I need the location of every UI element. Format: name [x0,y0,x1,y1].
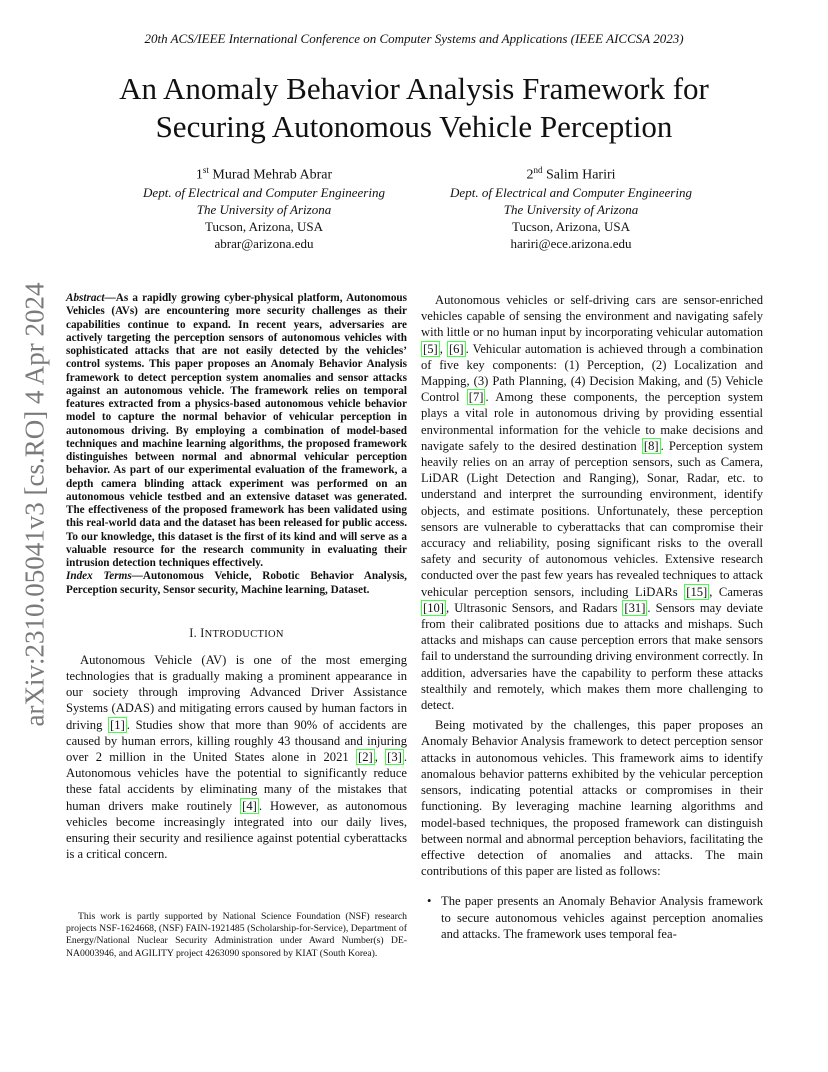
citation-link[interactable]: [1] [110,717,125,732]
citation-link[interactable]: [7] [468,390,484,405]
text-run: . Sensors may deviate from their calibrated positions due to attacks and mishaps. Such attacks and mishaps can cause perception errors that make sensors fail to understand the surrounding driving environment correctly. In addition, adversaries have the capability to perform these attacks stealthily and remotely, which makes them more challenging to detect. [421,600,763,713]
author-university: The University of Arizona [503,201,639,217]
intro-paragraph [66,652,407,863]
text-run: , [439,341,447,356]
abstract-label: Abstract [66,292,105,304]
author-university: The University of Arizona [196,201,332,217]
text-run: , Cameras [709,584,763,599]
text-run: , Ultrasonic Sensors, and Radars [445,600,623,615]
section-title-rest: NTRODUCTION [204,628,284,640]
body-paragraph-1 [421,292,763,713]
list-item [421,893,763,942]
text-run: . However, as autonomous vehicles become increasingly integrated into our daily lives, ensuring their security and resilience against potential cyberattacks is a critical concern. [66,798,407,862]
paper-title-line1: An Anomaly Behavior Analysis Framework for [119,71,709,106]
text-run: . Autonomous vehicles have the potential to significantly reduce these fatal accidents by eliminating many of the mistakes that human drivers make routinely [66,749,408,813]
citation-link[interactable]: [4] [242,798,257,813]
citation-link[interactable]: [2] [358,749,373,764]
paper-title-line2: Securing Autonomous Vehicle Perception [155,109,673,144]
section-heading-introduction [66,626,407,641]
author-name: Salim Hariri [545,167,616,183]
section-number: I. [189,625,201,640]
abstract-text: —As a rapidly growing cyber-physical platform, Autonomous Vehicles (AVs) are encountering more security challenges as their capabilities continue to expand. In recent years, adversaries are actively targeting the perception sensors of autonomous vehicles with sophisticated attacks that are not easily detected by the vehicles’ control systems. This paper proposes an Anomaly Behavior Analysis framework to detect perception system anomalies and sensor attacks against an autonomous vehicle. The framework relies on temporal features extracted from a physics-based autonomous vehicle behavior model to capture the normal behavior of vehicular perception in autonomous driving. By employing a combination of model-based techniques and machine learning algorithms, the proposed framework distinguishes between normal and abnormal vehicular perception behavior. As part of our experimental evaluation of the framework, a depth camera blinding attack experiment was performed on an autonomous vehicle testbed and an extensive dataset was generated. The effectiveness of the proposed framework has been validated using this real-world data and the dataset has been released for public access. To our knowledge, this dataset is the first of its kind and will serve as a valuable resource for the research community in evaluating their intrusion detection techniques effectively. [66,292,407,569]
text-run: . Perception system heavily relies on an array of perception sensors, such as Camera, LiDAR (Light Detection and Ranging), Sonar, Radar, etc. to understand and interpret the surrounding environment, identify objects, and estimate positions. Unfortunately, these perception sensors are vulnerable to cyberattacks that can compromise their accuracy and reliability, posing significant risks to the overall safety and security of autonomous vehicles. Extensive research conducted over the past few years has revealed techniques to attack vehicular perception sensors, including LiDARs [421,438,763,599]
text-run: Autonomous Vehicle (AV) is one of the most emerging technologies that is gradually making a prominent appearance in our society through improving Advanced Driver Assistance Systems (ADAS) and mitigating errors caused by human factors in driving [66,652,407,732]
author-ordinal-suffix: st [202,165,209,175]
text-run: , [374,749,386,764]
arxiv-identifier[interactable]: arXiv:2310.05041v3 [cs.RO] 4 Apr 2024 [19,282,50,727]
index-terms-text: —Autonomous Vehicle, Robotic Behavior Analysis, Perception security, Sensor security, Machine learning, Dataset. [66,570,407,596]
index-terms [66,570,407,597]
citation-link[interactable]: [10] [423,600,444,615]
citation-link[interactable]: [6] [448,341,464,356]
citation-link[interactable]: [31] [624,600,646,615]
citation-link[interactable]: [3] [387,749,402,764]
footnote: This work is partly supported by National Science Foundation (NSF) research projects NSF-1624668, (NSF) FAIN-1921485 (Scholarship-for-Service), Department of Energy/National Nuclear Security Administration under Award Number(s) DE-NA0003946, and AGILITY project 4263090 sponsored by KIAT (South Korea). [66,911,407,959]
paper-title [40,70,788,146]
author-email[interactable]: hariri@ece.arizona.edu [510,235,632,251]
author-ordinal: 1 [195,167,203,183]
author-city: Tucson, Arizona, USA [512,218,630,234]
right-column [421,292,763,942]
citation-link[interactable]: [5] [423,341,438,356]
author-dept: Dept. of Electrical and Computer Engineering [450,184,692,200]
author-block-1 [99,162,429,252]
author-ordinal: 2 [526,167,534,183]
text-run: . Vehicular automation is achieved through a combination of five key components: (1) Perception, (2) Localization and Mapping, (3) Path Planning, (4) Decision Making, and (5) Vehicle Control [421,341,763,405]
bullet-icon: • [427,894,432,909]
text-run: Autonomous vehicles or self-driving cars are sensor-enriched vehicles capable of sensing the environment and navigating safely with little or no human input by incorporating vehicular automation [421,293,763,340]
author-ordinal-suffix: nd [533,165,543,175]
list-item-text: The paper presents an Anomaly Behavior Analysis framework to secure autonomous vehicles against perception anomalies and attacks. The framework uses temporal fea- [441,894,763,941]
conference-header: 20th ACS/IEEE International Conference on Computer Systems and Applications (IEEE AICCSA 2023) [144,31,684,46]
citation-link[interactable]: [8] [643,438,659,453]
text-run: . Among these components, the perception system plays a vital role in autonomous driving by providing essential environmental information for the vehicle to make decisions and navigate safely to the desired destination [421,390,763,453]
left-column [66,292,407,862]
author-city: Tucson, Arizona, USA [205,218,323,234]
text-run: . Studies show that more than 90% of accidents are caused by human errors, killing roughly 43 thousand and injuring over 2 million in the United States alone in 2021 [66,717,408,764]
contributions-list [421,893,763,942]
author-block-2 [406,162,736,252]
author-email[interactable]: abrar@arizona.edu [214,235,314,251]
author-dept: Dept. of Electrical and Computer Engineering [143,184,385,200]
section-initial: I [200,625,205,640]
body-paragraph-2: Being motivated by the challenges, this paper proposes an Anomaly Behavior Analysis framework to detect perception sensor attacks in autonomous vehicles. This framework aims to identify anomalous behavior patterns exhibited by the vehicular perception sensors, indicating potential attacks or compromises in their functioning. By leveraging machine learning algorithms and model-based techniques, the proposed framework can distinguish between normal and abnormal perception behaviors, facilitating the effective detection of anomalies and attacks. The main contributions of this paper are listed as follows: [421,718,763,879]
abstract [66,292,407,570]
citation-link[interactable]: [15] [686,584,708,599]
author-name: Murad Mehrab Abrar [212,167,333,183]
index-terms-label: Index Terms [66,570,132,583]
